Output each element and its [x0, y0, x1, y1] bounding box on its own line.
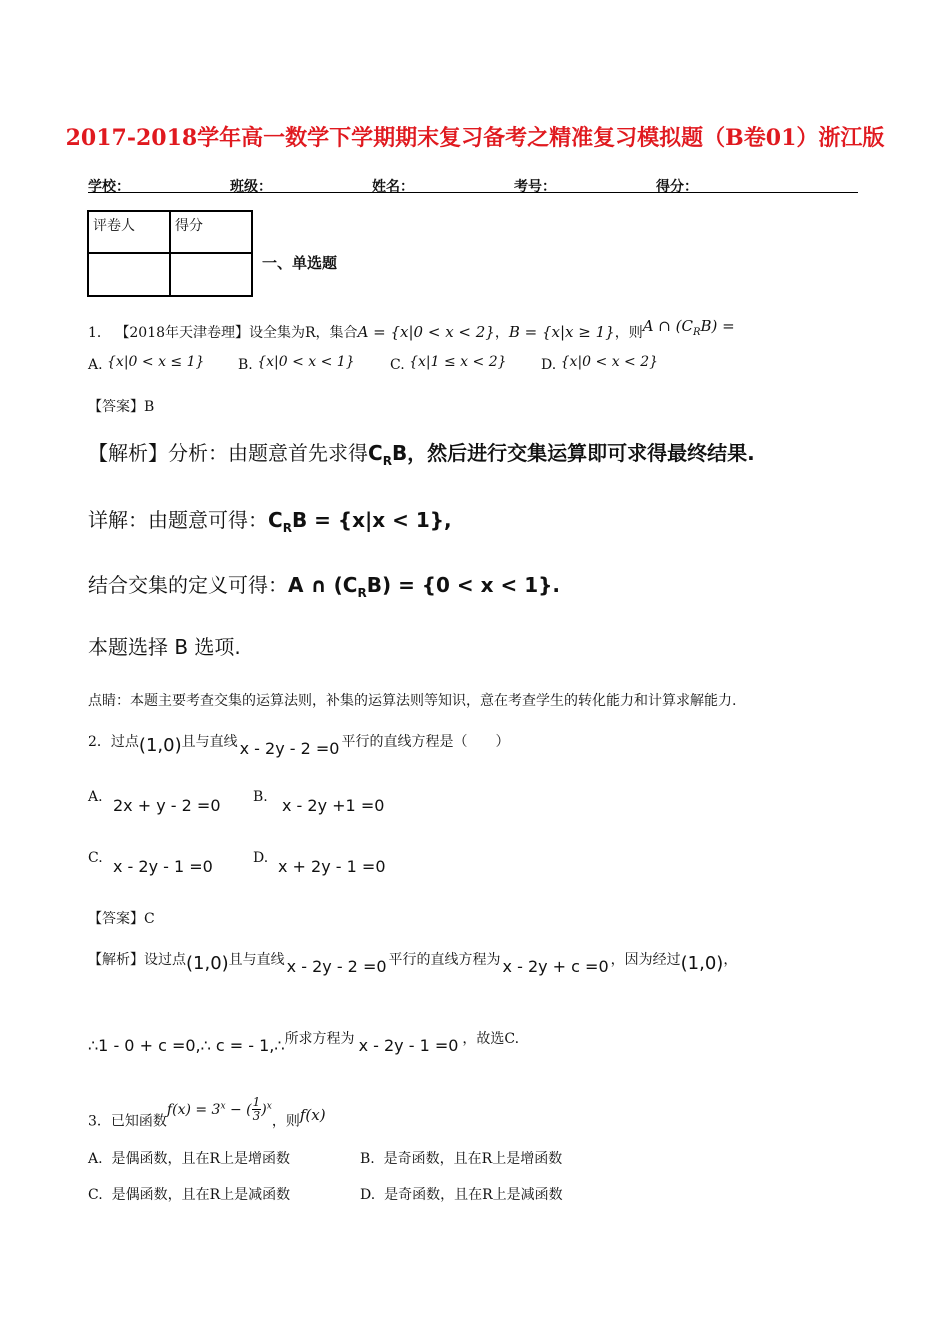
score-table — [87, 210, 253, 297]
question-3 — [88, 1095, 326, 1135]
question-text: ，则 — [614, 325, 643, 341]
comma: ， — [494, 325, 509, 341]
class-label: 班级： — [230, 179, 272, 195]
score-blank-cell — [170, 253, 252, 296]
section-heading: 一、单选题 — [262, 254, 338, 272]
reviewer-cell: 评卷人 — [88, 211, 170, 253]
analysis-2-step: ∴1 - 0 + c =0,∴ c = - 1,∴所求方程为 x - 2y - 1 =0 ，故选C. — [88, 1031, 520, 1055]
analysis-1-line-3: 结合交集的定义可得：A ∩ $(C_RB) = \{0 < x < 1\}$. — [88, 573, 560, 600]
analysis-1-line-1: 【解析】分析：由题意首先求得$C_RB$，然后进行交集运算即可求得最终结果. — [88, 441, 755, 468]
option-a: {x|0 < x ≤ 1} — [107, 354, 205, 370]
question-text: 且与直线 — [181, 734, 238, 750]
question-text: 过点 — [110, 734, 139, 750]
analysis-2: 【解析】设过点(1,0)且与直线 x - 2y - 2 =0 平行的直线方程为 x - 2y + c =0 ，因为经过(1,0)， — [88, 952, 738, 976]
comment-1: 点睛：本题主要考查交集的运算法则，补集的运算法则等知识，意在考查学生的转化能力和计算求解能力. — [88, 693, 737, 709]
option-a: 2x + y - 2 =0 — [113, 796, 221, 815]
question-3-option-d: D. 是奇函数，且在R上是减函数 — [360, 1187, 563, 1203]
option-b-label: B. — [238, 357, 253, 373]
point: (1,0) — [138, 735, 182, 756]
question-1-options — [88, 354, 205, 373]
question-2 — [88, 730, 510, 758]
exam-no-label: 考号： — [514, 179, 556, 195]
question-3-option-c: C. 是偶函数，且在R上是减函数 — [88, 1187, 291, 1203]
line-equation: x - 2y - 2 =0 — [239, 739, 340, 758]
info-underline — [88, 192, 858, 193]
score-label: 得分： — [656, 179, 698, 195]
option-c: x - 2y - 1 =0 — [113, 857, 213, 876]
question-source: 【2018年天津卷理】 — [115, 325, 250, 341]
question-text: ，则 — [271, 1113, 300, 1130]
question-1 — [88, 317, 735, 344]
question-1-option-b — [238, 354, 355, 373]
function-definition: $f(x) = 3^x$ − ( $\frac{1}{3}$ )$^x$ — [166, 1095, 272, 1123]
question-number: 2． — [88, 734, 111, 750]
question-text: 平行的直线方程是（ ） — [341, 734, 510, 750]
analysis-1-line-2: 详解：由题意可得：$C_RB = \{x|x < 1\}$, — [88, 508, 452, 535]
reviewer-blank-cell — [88, 253, 170, 296]
intersection-expression: A ∩ $(C_RB)$ = — [642, 317, 735, 338]
option-c-label: C. — [88, 850, 103, 866]
school-label: 学校： — [88, 179, 130, 195]
question-text: 设全集为R，集合 — [249, 325, 358, 341]
question-1-option-c — [390, 354, 507, 373]
question-number: 3． — [88, 1113, 111, 1130]
option-c: {x|1 ≤ x < 2} — [409, 354, 507, 370]
option-d: {x|0 < x < 2} — [560, 354, 659, 370]
question-3-option-a: A. 是偶函数，且在R上是增函数 — [88, 1151, 291, 1167]
set-a: A = {x|0 < x < 2} — [357, 323, 495, 341]
set-b: B = {x|x ≥ 1} — [508, 323, 615, 341]
name-label: 姓名： — [372, 179, 414, 195]
answer-1: 【答案】B — [88, 399, 155, 415]
option-c-label: C. — [390, 357, 405, 373]
document-title: 2017-2018学年高一数学下学期期末复习备考之精准复习模拟题（B卷01）浙江版 — [65, 125, 885, 151]
question-3-option-b: B. 是奇函数，且在R上是增函数 — [360, 1151, 563, 1167]
option-d-label: D. — [541, 357, 557, 373]
question-text: 已知函数 — [110, 1113, 167, 1130]
option-b: x - 2y +1 =0 — [282, 796, 385, 815]
option-b: {x|0 < x < 1} — [257, 354, 355, 370]
analysis-1-line-4: 本题选择 B 选项. — [88, 635, 241, 659]
answer-2: 【答案】C — [88, 911, 155, 927]
question-number: 1． — [88, 325, 111, 341]
function-ref: f(x) — [299, 1105, 326, 1124]
option-b-label: B. — [253, 789, 268, 805]
option-a-label: A. — [88, 357, 103, 373]
option-d: x + 2y - 1 =0 — [278, 857, 386, 876]
option-d-label: D. — [253, 850, 269, 866]
score-cell: 得分 — [170, 211, 252, 253]
question-1-option-d — [541, 354, 659, 373]
option-a-label: A. — [88, 789, 103, 805]
